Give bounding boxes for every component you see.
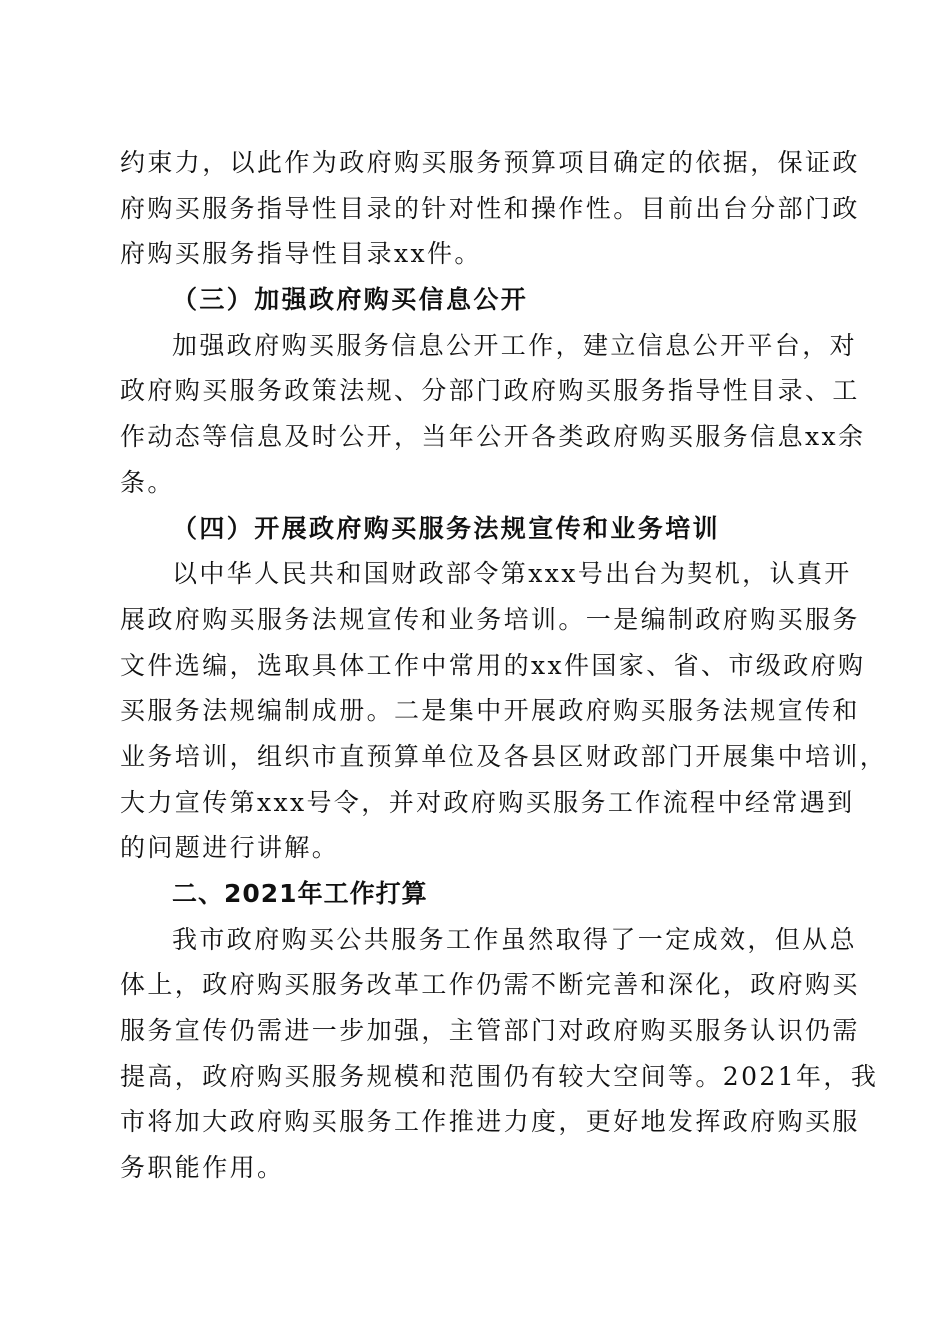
text-line: 务职能作用。: [120, 1153, 285, 1183]
document-body: [120, 140, 888, 1191]
text-line: 作动态等信息及时公开，当年公开各类政府购买服务信息xx余: [120, 422, 866, 452]
text-line: 业务培训，组织市直预算单位及各县区财政部门开展集中培训，: [120, 741, 888, 771]
text-line: 以中华人民共和国财政部令第xxx号出台为契机，认真开: [172, 559, 852, 589]
text-line: 服务宣传仍需进一步加强，主管部门对政府购买服务认识仍需: [120, 1016, 860, 1046]
subheading-info-disclosure: （三）加强政府购买信息公开: [172, 285, 529, 315]
text-line: 提高，政府购买服务规模和范围仍有较大空间等。2021年，我: [120, 1061, 879, 1091]
paragraph-training: [120, 551, 888, 871]
section-heading-2021-plan: 二、2021年工作打算: [172, 879, 428, 908]
text-line: 条。: [120, 467, 175, 497]
text-line: 文件选编，选取具体工作中常用的xx件国家、省、市级政府购: [120, 650, 866, 680]
text-line: 府购买服务指导性目录的针对性和操作性。目前出台分部门政: [120, 193, 860, 223]
text-line: 展政府购买服务法规宣传和业务培训。一是编制政府购买服务: [120, 604, 860, 634]
text-line: 政府购买服务政策法规、分部门政府购买服务指导性目录、工: [120, 376, 860, 406]
paragraph-info-disclosure: [120, 323, 866, 506]
paragraph-2021-plan: [120, 917, 879, 1191]
text-line: 约束力，以此作为政府购买服务预算项目确定的依据，保证政: [120, 148, 860, 177]
text-line: 府购买服务指导性目录xx件。: [120, 239, 482, 269]
subheading-training: （四）开展政府购买服务法规宣传和业务培训: [172, 513, 721, 543]
text-line: 买服务法规编制成册。二是集中开展政府购买服务法规宣传和: [120, 696, 860, 726]
text-line: 市将加大政府购买服务工作推进力度，更好地发挥政府购买服: [120, 1107, 860, 1137]
text-line: 加强政府购买服务信息公开工作，建立信息公开平台，对: [172, 330, 858, 360]
text-line: 体上，政府购买服务改革工作仍需不断完善和深化，政府购买: [120, 970, 860, 1000]
text-line: 的问题进行讲解。: [120, 833, 340, 863]
paragraph-directory-binding: [120, 140, 860, 277]
text-line: 大力宣传第xxx号令，并对政府购买服务工作流程中经常遇到: [120, 787, 855, 817]
text-line: 我市政府购买公共服务工作虽然取得了一定成效，但从总: [172, 924, 858, 954]
